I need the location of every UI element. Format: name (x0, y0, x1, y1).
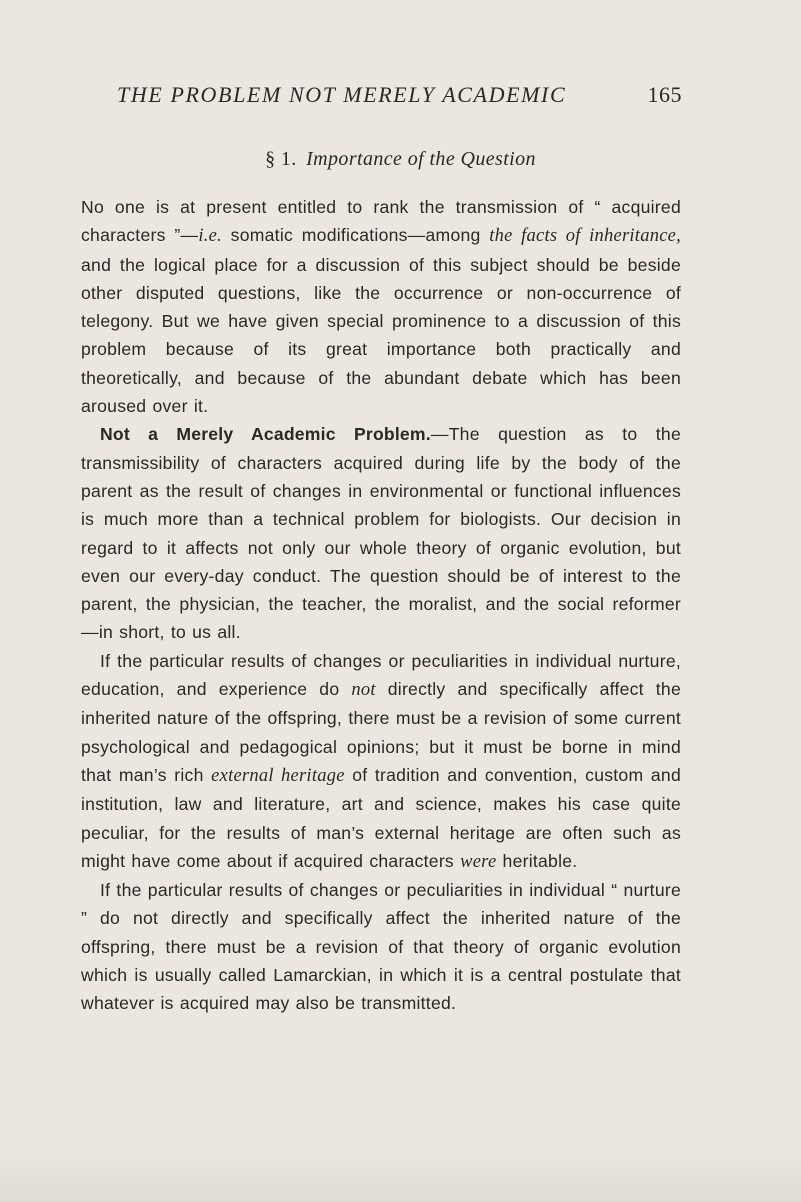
paragraph-2 (81, 420, 681, 646)
page-bottom-shadow (0, 1150, 801, 1202)
paragraph-1-text-b: somatic modifications—among (221, 225, 490, 246)
section-heading (0, 148, 801, 171)
paragraph-3-text-a: If the particular results of changes or peculiarities in individual nurture, education, and experience do (81, 650, 681, 700)
section-symbol: § (265, 148, 276, 170)
paragraph-3-not: not (351, 680, 376, 701)
paragraph-1-ie: i.e. (198, 226, 222, 247)
paragraph-3-text-c: of tradition and convention, custom and institution, law and literature, art and science, makes his case quite peculiar, for the results of man’s external heritage are often such as might have come about if acquired characters (81, 764, 681, 871)
paragraph-1 (81, 193, 681, 420)
running-head (117, 82, 682, 108)
body-text (81, 193, 681, 1018)
page-number: 165 (647, 82, 682, 107)
running-head-title: THE PROBLEM NOT MERELY ACADEMIC (117, 82, 567, 107)
paragraph-4 (81, 876, 681, 1017)
paragraph-3-text-b: directly and specifically affect the inherited nature of the offspring, there must be a revision of some current psychological and pedagogical opinions; but it must be borne in mind that man’s rich (81, 679, 681, 785)
paragraph-1-text-c: and the logical place for a discussion of this subject should be beside other disputed questions, like the occurrence or non-occurrence of telegony. But we have given special prominence to a discussion of this problem because of its great importance both practically and theoretically, and because of the abundant debate which has been aroused over it. (81, 254, 681, 417)
paragraph-3 (81, 647, 681, 876)
paragraph-3-text-d: heritable. (496, 850, 578, 871)
paragraph-1-text-a: No one is at present entitled to rank the transmission of “ acquired characters ”— (81, 197, 681, 246)
paragraph-4-text: If the particular results of changes or peculiarities in individual “ nurture ” do not directly and specifically affect the inherited nature of the offspring, there must be a revision of that theory of organic evolution which is usually called Lamarckian, in which it is a central postulate that whatever is acquired may also be transmitted. (81, 880, 681, 1014)
section-number: 1. (280, 148, 297, 170)
paragraph-1-facts-of-inheritance: the facts of inheritance, (489, 226, 681, 247)
section-title: Importance of the Question (306, 148, 536, 170)
paragraph-2-text: —The question as to the transmissibility of characters acquired during life by the body of the parent as the result of changes in environmental or functional influences is much more than a technical problem for biologists. Our decision in regard to it affects not only our whole theory of organic evolution, but even our every-day conduct. The question should be of interest to the parent, the physician, the teacher, the moralist, and the social reformer —in short, to us all. (81, 424, 681, 643)
paragraph-2-sidehead: Not a Merely Academic Problem. (100, 424, 431, 445)
paragraph-3-external-heritage: external heritage (211, 765, 345, 786)
paragraph-3-were: were (460, 851, 497, 872)
